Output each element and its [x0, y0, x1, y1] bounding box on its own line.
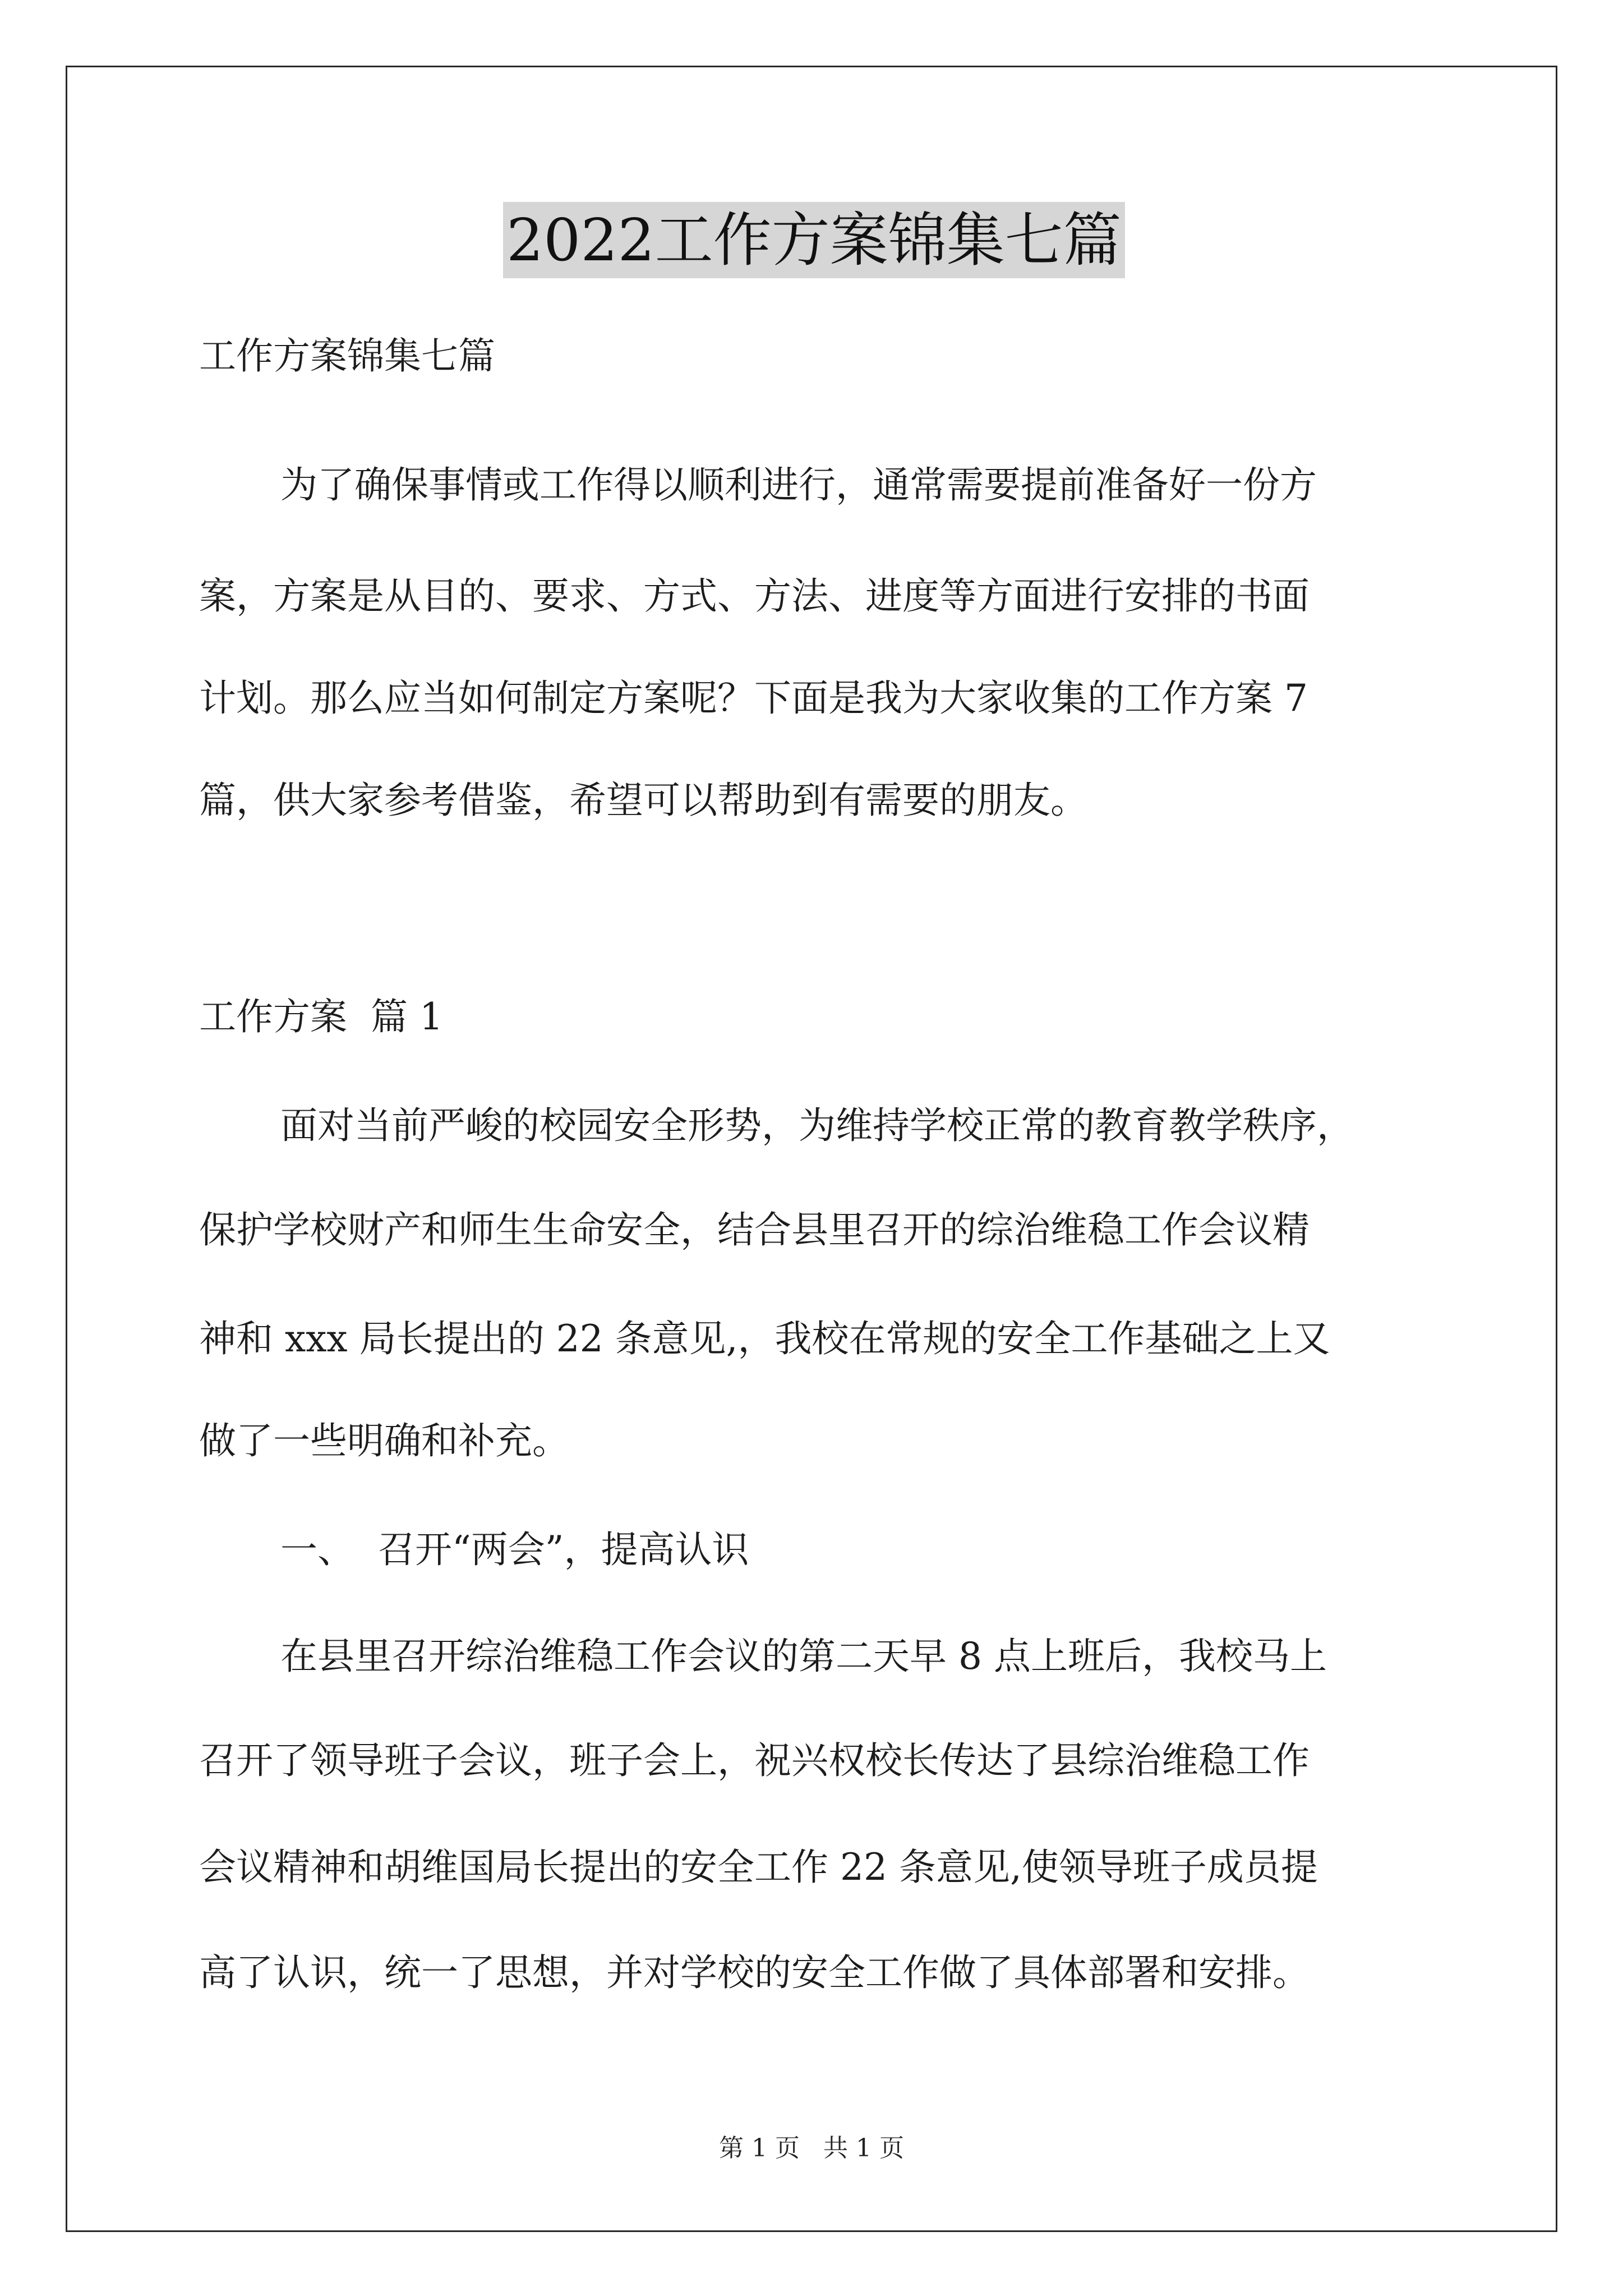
section-para1-line-3: 神和 xxx 局长提出的 22 条意见,，我校在常规的安全工作基础之上又	[199, 1317, 1330, 1360]
document-title: 2022工作方案锦集七篇	[503, 202, 1125, 278]
section-para2-line-4: 高了认识，统一了思想，并对学校的安全工作做了具体部署和安排。	[199, 1951, 1310, 1994]
section-para1-line-1: 面对当前严峻的校园安全形势，为维持学校正常的教育教学秩序，	[280, 1104, 1354, 1147]
intro-line-3: 计划。那么应当如何制定方案呢？下面是我为大家收集的工作方案 7	[199, 677, 1308, 720]
page-footer	[0, 2132, 1623, 2165]
section-para2-line-1: 在县里召开综治维稳工作会议的第二天早 8 点上班后，我校马上	[280, 1635, 1327, 1678]
intro-line-1: 为了确保事情或工作得以顺利进行，通常需要提前准备好一份方	[280, 463, 1317, 507]
section-para1-line-4: 做了一些明确和补充。	[199, 1419, 569, 1462]
page-number: 第 1 页	[719, 2134, 800, 2162]
document-subtitle: 工作方案锦集七篇	[199, 334, 495, 378]
intro-line-2: 案，方案是从目的、要求、方式、方法、进度等方面进行安排的书面	[199, 574, 1310, 618]
footer-spacer	[800, 2134, 823, 2162]
page-total: 共 1 页	[823, 2134, 904, 2162]
section-para2-line-2: 召开了领导班子会议，班子会上，祝兴权校长传达了县综治维稳工作	[199, 1739, 1310, 1782]
section-para1-line-2: 保护学校财产和师生生命安全，结合县里召开的综治维稳工作会议精	[199, 1208, 1310, 1251]
section-para2-line-3: 会议精神和胡维国局长提出的安全工作 22 条意见,使领导班子成员提	[199, 1846, 1318, 1889]
subheading: 一、 召开“两会”，提高认识	[280, 1528, 749, 1571]
intro-line-4: 篇，供大家参考借鉴，希望可以帮助到有需要的朋友。	[199, 779, 1087, 822]
section-heading: 工作方案 篇 1	[199, 995, 443, 1038]
